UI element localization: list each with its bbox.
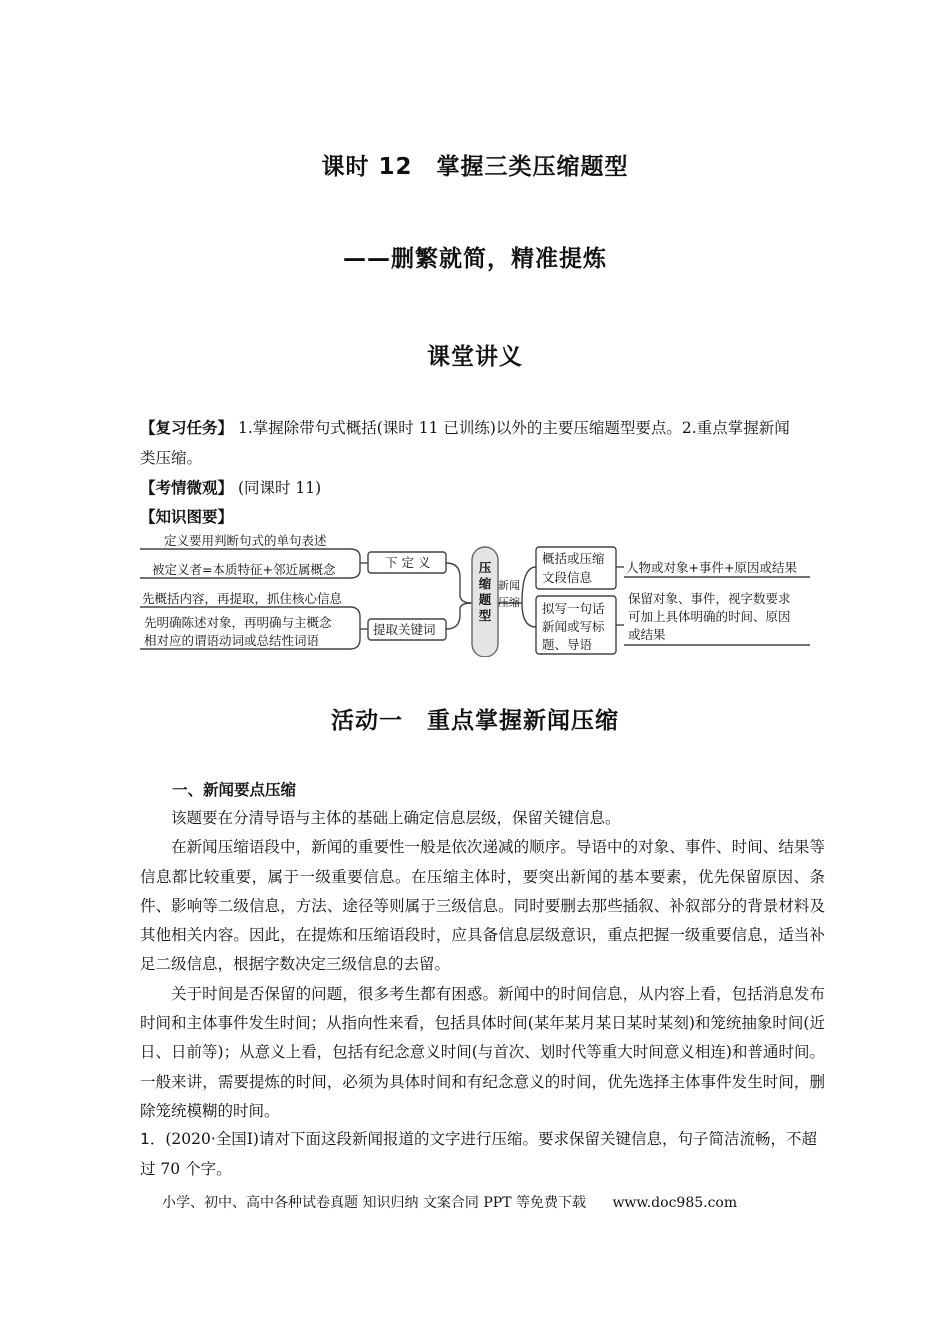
mindmap-write-note: 可加上具体明确的时间、原因 — [628, 609, 791, 624]
activity-body — [140, 804, 825, 1126]
review-task-text: 1.掌握除带句式概括(课时 11 已训练)以外的主要压缩题型要点。2.重点掌握新闻 — [237, 419, 790, 437]
mindmap-write-box: 拟写一句话 — [542, 601, 605, 616]
lesson-subtitle: ——删繁就简，精准提炼 — [343, 246, 607, 272]
footer-url: www.doc985.com — [612, 1195, 738, 1211]
paragraph: 该题要在分清导语与主体的基础上确定信息层级，保留关键信息。 — [171, 809, 621, 827]
question-source: (2020·全国Ⅰ) — [165, 1130, 259, 1148]
mindmap-center-char: 型 — [478, 608, 492, 623]
exam-tag: 【考情微观】 — [140, 479, 234, 497]
mindmap-news-label: 新闻 — [498, 579, 520, 592]
mindmap-write-box: 题、导语 — [542, 637, 593, 652]
exam-line — [140, 473, 830, 503]
paragraph: 在新闻压缩语段中，新闻的重要性一般是依次递减的顺序。导语中的对象、事件、时间、结果等信息都比较重要，属于一级重要信息。在压缩主体时，要突出新闻的基本要素，优先保留原因、条件、影响等二级信息，方法、途径等则属于三级信息。同时要删去那些插叙、补叙部分的背景材料及其他相关内容。因此，在提炼和压缩语段时，应具备信息层级意识，重点把握一级重要信息，适当补足二级信息，根据字数决定三级信息的去留。 — [140, 838, 825, 974]
paragraph: 关于时间是否保留的问题，很多考生都有困惑。新闻中的时间信息，从内容上看，包括消息发布时间和主体事件发生时间；从指向性来看，包括具体时间(某年某月某日某时某刻)和笼统抽象时间(近日、日前等)；从意义上看，包括有纪念意义时间(与首次、划时代等重大时间意义相连)和普通时间。一般来讲，需要提炼的时间，必须为具体时间和有纪念意义的时间，优先选择主体事件发生时间，删除笼统模糊的时间。 — [140, 984, 825, 1120]
question-number: 1． — [140, 1130, 166, 1148]
lesson-title: 课时 12 掌握三类压缩题型 — [321, 154, 629, 180]
section-title: 课堂讲义 — [427, 344, 523, 370]
mindmap-left-item: 相对应的谓语动词或总结性词语 — [144, 633, 320, 648]
mindmap-left-item: 被定义者=本质特征+邻近属概念 — [152, 562, 336, 577]
exam-text: (同课时 11) — [237, 479, 322, 497]
mindmap-summary-note: 人物或对象+事件+原因或结果 — [626, 560, 797, 575]
mindmap-center-char: 题 — [478, 592, 492, 607]
mindmap-summary-box: 概括或压缩 — [542, 551, 605, 566]
question-text: 请对下面这段新闻报道的文字进行压缩。要求保留关键信息，句子简洁流畅，不超过 70 个字。 — [140, 1130, 817, 1178]
mindmap-write-box: 新闻或写标 — [542, 619, 605, 634]
mindmap-left-item: 先概括内容，再提取，抓住核心信息 — [142, 591, 343, 606]
mindmap-left-item: 先明确陈述对象，再明确与主概念 — [144, 615, 332, 630]
review-task-tag: 【复习任务】 — [140, 419, 234, 437]
mindmap-center-char: 缩 — [478, 576, 492, 591]
mindmap-write-note: 保留对象、事件，视字数要求 — [628, 591, 791, 606]
question-1 — [140, 1125, 825, 1184]
section-head: 一、新闻要点压缩 — [172, 781, 297, 799]
page-footer — [162, 1192, 737, 1212]
activity-title: 活动一 重点掌握新闻压缩 — [331, 708, 619, 734]
mindmap-center-char: 压 — [478, 560, 492, 575]
review-task-line — [140, 413, 830, 443]
footer-text: 小学、初中、高中各种试卷真题 知识归纳 文案合同 PPT 等免费下载 — [162, 1195, 586, 1211]
review-task-line-2 — [140, 443, 830, 473]
mindmap-left-item: 定义要用判断句式的单句表述 — [164, 533, 327, 548]
mindmap-news-label: 压缩 — [498, 596, 520, 609]
knowledge-tag: 【知识图要】 — [140, 508, 234, 526]
mindmap-define-label: 下 定 义 — [385, 555, 431, 570]
mindmap-write-note: 或结果 — [628, 627, 666, 642]
knowledge-mindmap — [138, 527, 814, 657]
mindmap-keyword-label: 提取关键词 — [373, 622, 436, 637]
mindmap-summary-box: 文段信息 — [542, 570, 593, 585]
review-task-text-cont: 类压缩。 — [140, 449, 203, 467]
